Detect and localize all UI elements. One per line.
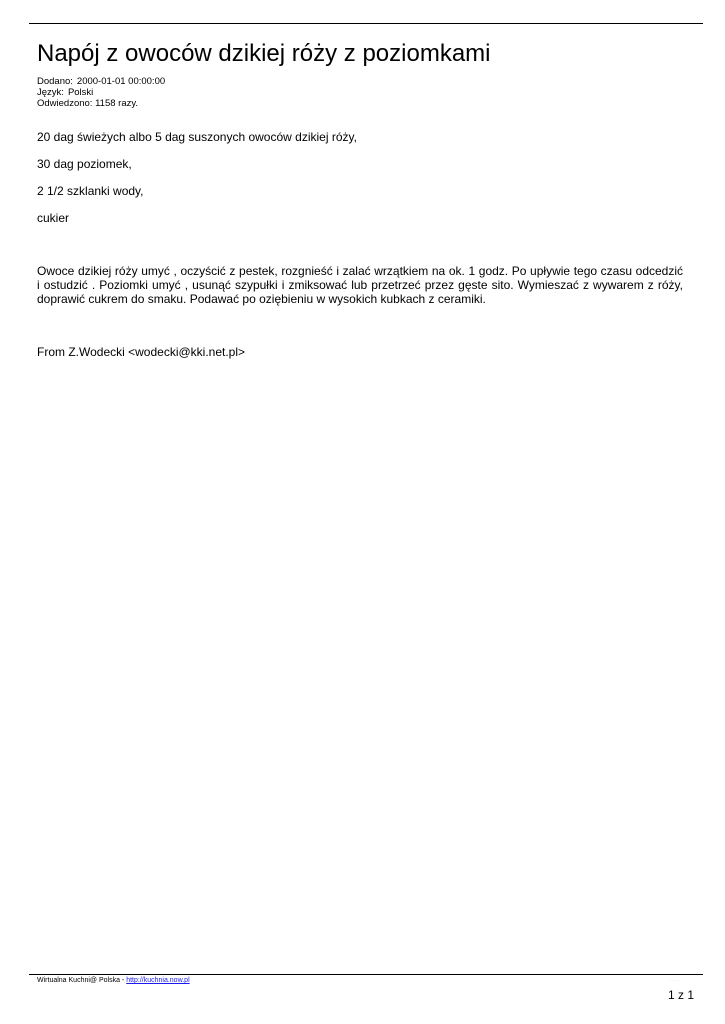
header-divider xyxy=(29,23,703,24)
recipe-author: From Z.Wodecki <wodecki@kki.net.pl> xyxy=(37,345,246,359)
recipe-instructions: Owoce dzikiej róży umyć , oczyścić z pestek, rozgnieść i zalać wrzątkiem na ok. 1 godz. Po upływie tego czasu odcedzić i ostudzić . Poziomki umyć , usunąć szypułki i zmiksować lub przetrzeć przez gęste sito. Wymieszać z wywarem z róży, doprawić cukrem do smaku. Podawać po oziębieniu w wysokich kubkach z ceramiki. xyxy=(37,264,683,306)
meta-language-value: Polski xyxy=(67,87,94,98)
ingredient-item: 2 1/2 szklanki wody, xyxy=(37,184,144,198)
meta-language xyxy=(37,87,165,98)
footer-site-link[interactable]: http://kuchnia.now.pl xyxy=(126,977,190,984)
ingredient-item: cukier xyxy=(37,211,70,225)
recipe-meta xyxy=(37,76,165,109)
meta-language-label: Język: xyxy=(37,87,64,98)
page-number: 1 z 1 xyxy=(667,988,694,1002)
footer-stamp: ············ xyxy=(668,978,680,982)
meta-visits: Odwiedzono: 1158 razy. xyxy=(37,98,139,109)
ingredient-item: 30 dag poziomek, xyxy=(37,157,132,171)
meta-added xyxy=(37,76,165,87)
meta-added-value: 2000-01-01 00:00:00 xyxy=(76,76,166,87)
page-title: Napój z owoców dzikiej róży z poziomkami xyxy=(37,40,491,67)
footer-divider xyxy=(29,974,703,975)
footer-site-name: Wirtualna Kuchni@ Polska - xyxy=(37,977,127,984)
ingredient-list xyxy=(37,130,357,238)
meta-added-label: Dodano: xyxy=(37,76,73,87)
ingredient-item: 20 dag świeżych albo 5 dag suszonych owoców dzikiej róży, xyxy=(37,130,357,144)
footer-site xyxy=(37,976,190,985)
